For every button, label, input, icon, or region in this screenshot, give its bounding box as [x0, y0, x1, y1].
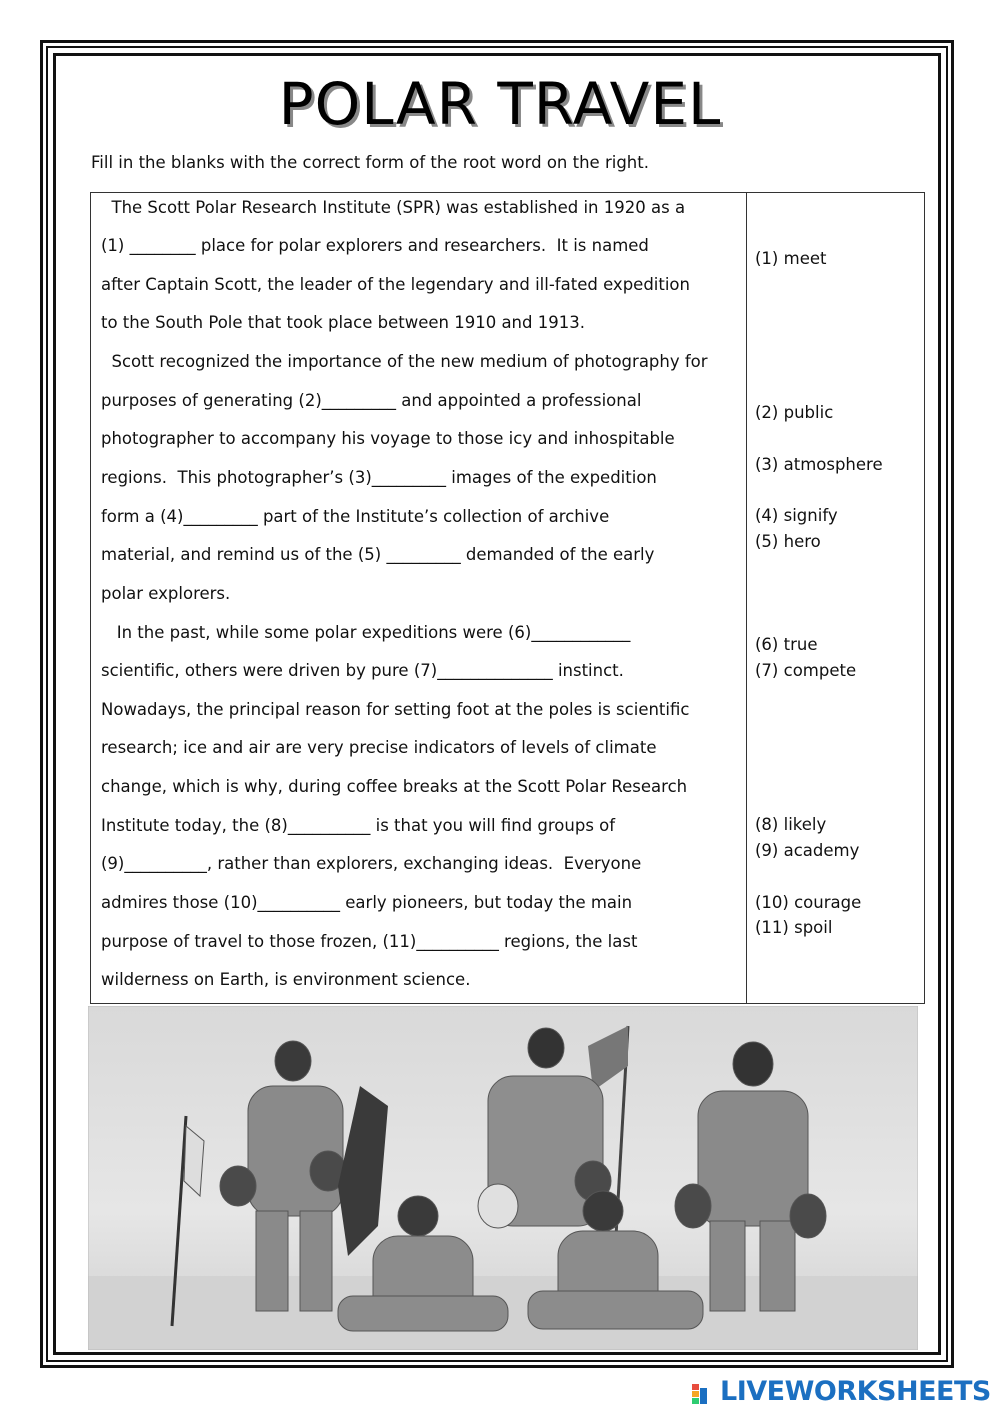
root-word: (11) spoil — [755, 918, 833, 937]
root-word: (10) courage — [755, 893, 862, 912]
exercise-table — [90, 192, 925, 1004]
passage-line: research; ice and air are very precise indicators of levels of climate — [101, 738, 657, 757]
page-title: POLAR TRAVEL — [278, 70, 722, 138]
passage-line: scientific, others were driven by pure (7)______________ instinct. — [101, 661, 624, 680]
passage-line: Nowadays, the principal reason for setting foot at the poles is scientific — [101, 700, 690, 719]
passage-line: Scott recognized the importance of the new medium of photography for — [101, 352, 708, 371]
passage-line: material, and remind us of the (5) _________ demanded of the early — [101, 545, 655, 564]
root-word: (3) atmosphere — [755, 455, 883, 474]
brand-name: LIVEWORKSHEETS — [720, 1375, 991, 1407]
root-word: (4) signify — [755, 506, 838, 525]
column-divider — [746, 193, 747, 1003]
passage-line: (1) ________ place for polar explorers and researchers. It is named — [101, 236, 649, 255]
passage-line: after Captain Scott, the leader of the legendary and ill-fated expedition — [101, 275, 690, 294]
brand-logo — [692, 1373, 991, 1409]
passage-line: Institute today, the (8)__________ is that you will find groups of — [101, 816, 616, 835]
root-word: (8) likely — [755, 815, 827, 834]
root-word: (2) public — [755, 403, 834, 422]
passage-line: purposes of generating (2)_________ and appointed a professional — [101, 391, 642, 410]
photo-icon — [88, 1006, 918, 1350]
passage-line: The Scott Polar Research Institute (SPR) was established in 1920 as a — [101, 198, 686, 217]
passage-line: admires those (10)__________ early pioneers, but today the main — [101, 893, 633, 912]
liveworksheets-logo-icon — [692, 1376, 718, 1406]
passage-line: polar explorers. — [101, 584, 231, 603]
passage-line: regions. This photographer’s (3)_________ images of the expedition — [101, 468, 657, 487]
passage-line: photographer to accompany his voyage to those icy and inhospitable — [101, 429, 675, 448]
root-word: (6) true — [755, 635, 818, 654]
passage-line: change, which is why, during coffee breaks at the Scott Polar Research — [101, 777, 688, 796]
root-word: (7) compete — [755, 661, 857, 680]
instruction-text: Fill in the blanks with the correct form of the root word on the right. — [91, 153, 649, 172]
passage-line: form a (4)_________ part of the Institute’s collection of archive — [101, 507, 610, 526]
root-word: (1) meet — [755, 249, 827, 268]
root-word: (5) hero — [755, 532, 821, 551]
expedition-photo — [88, 1006, 918, 1350]
passage-line: (9)__________, rather than explorers, exchanging ideas. Everyone — [101, 854, 642, 873]
passage-line: wilderness on Earth, is environment science. — [101, 970, 471, 989]
passage-line: purpose of travel to those frozen, (11)__________ regions, the last — [101, 932, 638, 951]
root-word: (9) academy — [755, 841, 860, 860]
passage-line: In the past, while some polar expeditions were (6)____________ — [101, 623, 631, 642]
passage-line: to the South Pole that took place between 1910 and 1913. — [101, 313, 585, 332]
